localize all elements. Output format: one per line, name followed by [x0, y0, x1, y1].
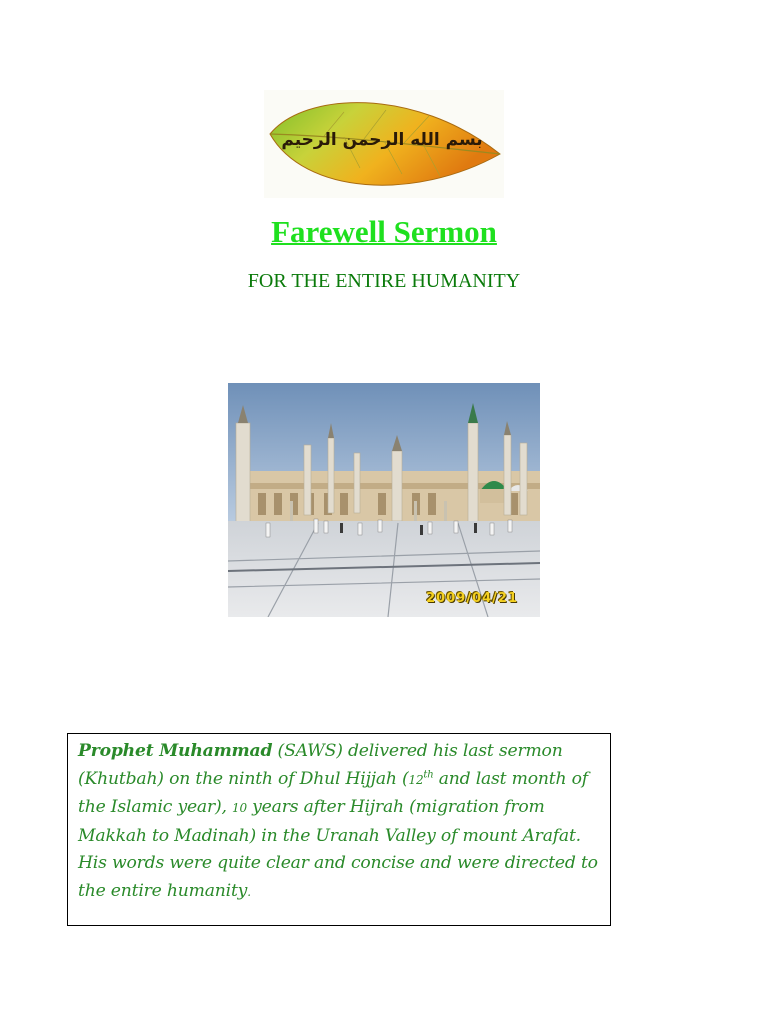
photo-date-stamp: 2009/04/21 — [426, 591, 518, 606]
page-title: Farewell Sermon — [271, 214, 497, 249]
bismillah-calligraphy: بسم الله الرحمن الرحيم — [281, 130, 483, 150]
bismillah-leaf-logo — [264, 90, 504, 198]
sermon-intro-text: Prophet Muhammad (SAWS) delivered his last sermon (Khutbah) on the ninth of Dhul Hijjah (12th and last month of the Islamic year), 10 years after Hijrah (migration from Makkah to Madinah) in the Uranah Valley of mount Arafat. His words were quite clear and concise and were directed to the entire humanity. — [78, 741, 598, 901]
sermon-intro-box — [67, 733, 611, 926]
page-subtitle: FOR THE ENTIRE HUMANITY — [247, 270, 521, 292]
prophet-name: Prophet Muhammad — [78, 741, 273, 761]
mosque-photo — [228, 383, 540, 617]
